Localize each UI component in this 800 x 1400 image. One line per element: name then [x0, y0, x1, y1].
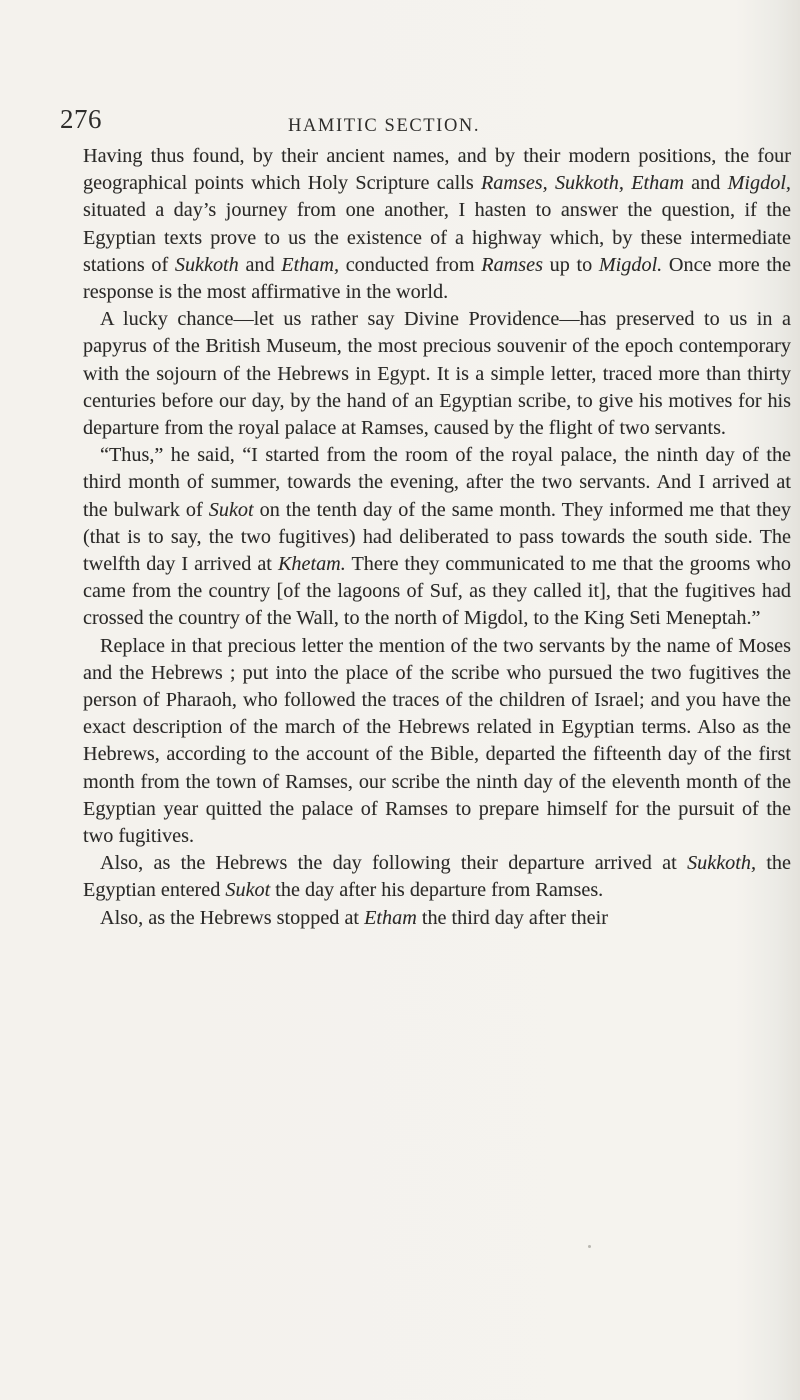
- text-run: Having thus found, by their ancient names, and by their modern positions, the four geographical points which Holy Scripture calls: [83, 145, 791, 195]
- paragraph: [83, 633, 791, 851]
- text-run: and: [683, 172, 728, 195]
- text-run: conducted from: [339, 253, 482, 276]
- text-run: Also, as the Hebrews stopped at: [100, 906, 365, 929]
- text-run: up to: [542, 253, 599, 276]
- text-run: There they communicated to me that the grooms who came from the country [of the lagoons of Suf, as they called it], that the fugitives had crossed the country of the Wall, to the north of Migdol, to the King Seti Meneptah.”: [83, 553, 791, 630]
- text-run: situated a day’s journey from one another, I hasten to answer the question, if the Egyptian texts prove to us the existence of a highway which, by these intermediate stations of: [83, 199, 791, 276]
- text-run: and: [238, 253, 282, 276]
- italic-text: Migdol.: [598, 253, 663, 276]
- italic-text: Sukkoth,: [687, 852, 757, 875]
- italic-text: Khetam.: [277, 553, 346, 576]
- italic-text: Migdol,: [727, 172, 791, 195]
- paper-speck: [588, 1245, 591, 1248]
- text-run: on the tenth day of the same month. They informed me that they (that is to say, the two fugitives) had deliberated to pass towards the south side. The twelfth day I arrived at: [83, 498, 791, 576]
- paragraph: [83, 905, 791, 932]
- text-run: A lucky chance—let us rather say Divine Providence—has preserved to us in a papyrus of the British Museum, the most precious souvenir of the epoch contemporary with the sojourn of the Hebrews in Egypt. It is a simple letter, traced more than thirty centuries before our day, by the hand of an Egyptian scribe, to give his motives for his departure from the royal palace at Ramses, caused by the flight of two servants.: [83, 308, 791, 440]
- body-text: [83, 143, 791, 932]
- italic-text: Ramses, Sukkoth, Etham: [480, 172, 684, 195]
- paragraph: [83, 442, 791, 632]
- italic-text: Sukot: [208, 498, 254, 521]
- page-number: 276: [60, 104, 102, 134]
- paragraph: [83, 306, 791, 442]
- italic-text: Sukot: [225, 879, 271, 902]
- italic-text: Sukkoth: [174, 253, 239, 276]
- text-run: Also, as the Hebrews the day following their departure arrived at: [100, 852, 688, 875]
- text-run: the third day after their: [416, 906, 608, 929]
- paragraph: [83, 850, 791, 904]
- italic-text: Etham,: [281, 253, 340, 276]
- text-run: Replace in that precious letter the mention of the two servants by the name of Moses and the Hebrews ; put into the place of the scribe who pursued the two fugitives the person of Pharaoh, who followed the traces of the children of Israel; and you have the exact description of the march of the Hebrews related in Egyptian terms. Also as the Hebrews, according to the account of the Bible, departed the fifteenth day of the first month from the town of Ramses, our scribe the ninth day of the eleventh month of the Egyptian year quitted the palace of Ramses to prepare himself for the pursuit of the two fugitives.: [83, 634, 791, 848]
- text-run: “Thus,” he said, “I started from the room of the royal palace, the ninth day of the third month of summer, towards the evening, after the two servants. And I arrived at the bulwark of: [83, 444, 791, 521]
- running-head: HAMITIC SECTION.: [288, 116, 481, 136]
- text-run: Once more the response is the most affirmative in the world.: [83, 253, 791, 304]
- italic-text: Ramses: [481, 253, 543, 276]
- paragraph: [83, 143, 791, 306]
- page-header: [0, 104, 800, 144]
- text-run: the day after his departure from Ramses.: [270, 879, 604, 902]
- text-run: the Egyptian entered: [83, 852, 791, 902]
- italic-text: Etham: [364, 906, 417, 929]
